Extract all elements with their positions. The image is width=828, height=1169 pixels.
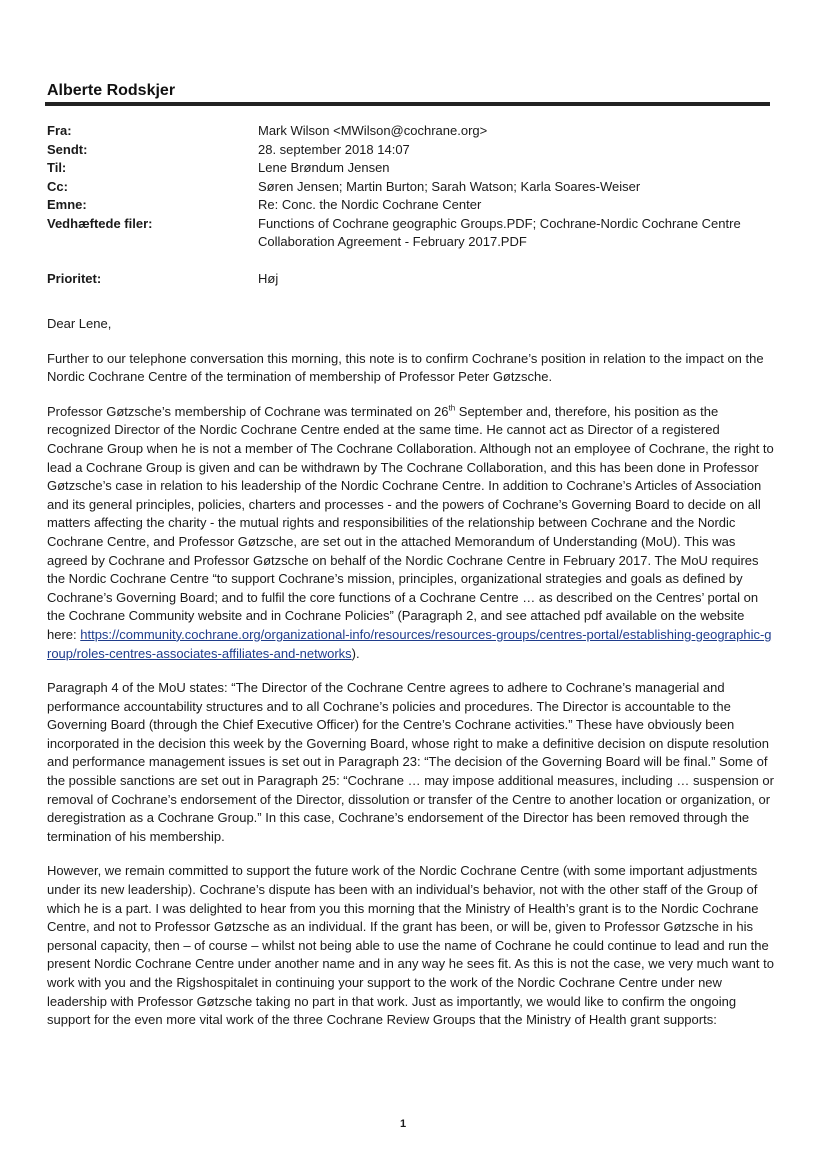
subject-label: Emne: xyxy=(47,197,87,212)
to-value: Lene Brøndum Jensen xyxy=(258,160,390,175)
community-portal-link[interactable]: https://community.cochrane.org/organizational-info/resources/resources-groups/centres-portal/establishing-geographic-group/roles-centres-associates-affiliates-and-networks xyxy=(47,626,772,661)
attachments-label: Vedhæftede filer: xyxy=(47,215,153,231)
to-row xyxy=(47,159,767,178)
greeting: Dear Lene, xyxy=(47,316,112,331)
ordinal-suffix: th xyxy=(448,403,456,413)
email-header xyxy=(47,122,767,288)
paragraph-4: However, we remain committed to support the future work of the Nordic Cochrane Centre (with some important adjustments under its new leadership). Cochrane’s dispute has been with an individual’s behavior, not with the other staff of the Group of which he is a part. I was delighted to hear from you this morning that the Ministry of Health’s grant is to the Nordic Cochrane Centre, and not to Professor Gøtzsche as an individual. If the grant has been, or will be, given to Professor Gøtzsche in his personal capacity, then – of course – whilst not being able to use the name of Cochrane he could continue to lead and run the present Nordic Cochrane Centre under another name and in any way he sees fit. As this is not the case, we very much want to work with you and the Rigshospitalet in continuing your support to the work of the Nordic Cochrane Centre under new leadership with Professor Gøtzsche taking no part in that work. Just as importantly, we would like to confirm the ongoing support for the even more vital work of the three Cochrane Review Groups that the Ministry of Health grant supports: xyxy=(47,863,774,1028)
header-divider xyxy=(45,102,770,106)
from-row xyxy=(47,122,767,141)
priority-label: Prioritet: xyxy=(47,270,102,286)
mailbox-owner-name: Alberte Rodskjer xyxy=(47,82,176,99)
attachments-value: Functions of Cochrane geographic Groups.PDF; Cochrane-Nordic Cochrane Centre Collaboration Agreement - February 2017.PDF xyxy=(258,215,741,249)
cc-row xyxy=(47,178,767,197)
to-label: Til: xyxy=(47,160,67,175)
paragraph-3: Paragraph 4 of the MoU states: “The Director of the Cochrane Centre agrees to adhere to Cochrane’s managerial and performance accountability structures and to all Cochrane’s policies and procedures. The Director is accountable to the Governing Board (through the Chief Executive Officer) for the Centre’s Cochrane activities.” These have obviously been incorporated in the decision this week by the Governing Board, whose right to make a definitive decision on dispute resolution and performance management issues is set out in Paragraph 23: “The decision of the Governing Board will be final.” Some of the possible sanctions are set out in Paragraph 25: “Cochrane … may impose additional measures, including … suspension or removal of Cochrane’s endorsement of the Director, dissolution or transfer of the Centre to another location or organization, or deregistration as a Cochrane Group.” In this case, Cochrane’s endorsement of the Director has been removed through the termination of his membership. xyxy=(47,680,774,844)
priority-row xyxy=(47,270,767,289)
sent-label: Sendt: xyxy=(47,141,88,157)
sent-row xyxy=(47,141,767,160)
priority-value: Høj xyxy=(258,270,279,286)
cc-value: Søren Jensen; Martin Burton; Sarah Watson; Karla Soares-Weiser xyxy=(258,178,641,194)
from-label: Fra: xyxy=(47,123,72,138)
email-body xyxy=(47,315,775,1046)
paragraph-1: Further to our telephone conversation this morning, this note is to confirm Cochrane’s position in relation to the impact on the Nordic Cochrane Centre of the termination of membership of Professor Peter Gøtzsche. xyxy=(47,350,764,385)
from-value: Mark Wilson <MWilson@cochrane.org> xyxy=(258,123,488,138)
sent-value: 28. september 2018 14:07 xyxy=(258,141,410,157)
paragraph-2 xyxy=(47,403,775,663)
page-number: 1 xyxy=(400,1118,407,1130)
subject-row xyxy=(47,196,767,215)
paragraph-2-text-a: Professor Gøtzsche’s membership of Cochrane was terminated on 26 xyxy=(47,403,449,419)
cc-label: Cc: xyxy=(47,178,68,194)
attachments-row xyxy=(47,215,767,252)
paragraph-2-text-b: September and, therefore, his position as the recognized Director of the Nordic Cochrane Centre ended at the same time. He cannot act as Director of a registered Cochrane Group when he is not a member of The Cochrane Collaboration. Although not an employee of Cochrane, the right to lead a Cochrane Group is given and can be withdrawn by The Cochrane Collaboration, and this has been done in Professor Gøtzsche’s case in relation to his leadership of the Nordic Cochrane Centre. In addition to Cochrane’s Articles of Association and its general principles, policies, charters and processes - and the powers of Cochrane’s Governing Board to decide on all matters affecting the charity - the mutual rights and responsibilities of the relationship between Cochrane and the Nordic Cochrane Centre, and Professor Gøtzsche, are set out in the attached Memorandum of Understanding (MoU). This was agreed by Cochrane and Professor Gøtzsche on behalf of the Nordic Cochrane Centre in February 2017. The MoU requires the Nordic Cochrane Centre “to support Cochrane’s mission, principles, organizational strategies and goals as defined by Cochrane’s Governing Board; and to fulfil the core functions of a Cochrane Centre … as described on the Centres’ portal on the Cochrane Community website and in Cochrane Policies” (Paragraph 2, and see attached pdf available on the website here: xyxy=(47,403,774,642)
subject-value: Re: Conc. the Nordic Cochrane Center xyxy=(258,197,482,212)
paragraph-2-text-c: ). xyxy=(351,645,360,661)
